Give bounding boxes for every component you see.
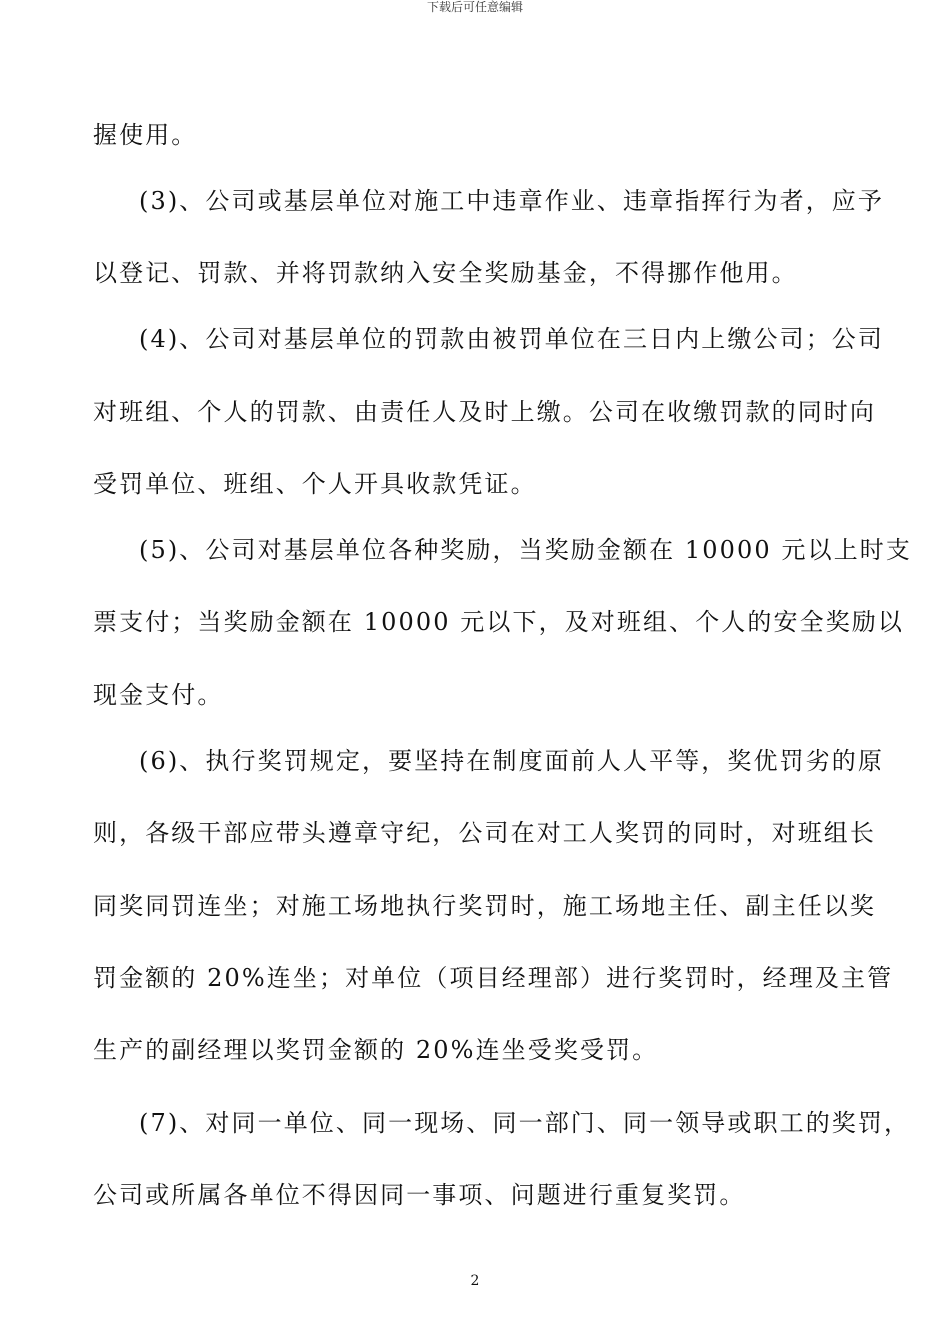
page-header-note: 下载后可任意编辑 — [426, 0, 523, 14]
text-line: 则，各级干部应带头遵章守纪，公司在对工人奖罚的同时，对班组长 — [93, 819, 876, 847]
text-line: (5)、公司对基层单位各种奖励，当奖励金额在 10000 元以上时支 — [139, 536, 912, 564]
text-line: 同奖同罚连坐；对施工场地执行奖罚时，施工场地主任、副主任以奖 — [93, 892, 876, 920]
text-line: 对班组、个人的罚款、由责任人及时上缴。公司在收缴罚款的同时向 — [93, 398, 876, 426]
text-line: (4)、公司对基层单位的罚款由被罚单位在三日内上缴公司；公司 — [139, 325, 884, 353]
text-line: 受罚单位、班组、个人开具收款凭证。 — [93, 470, 537, 498]
text-line: 生产的副经理以奖罚金额的 20%连坐受奖受罚。 — [93, 1036, 659, 1064]
text-line: 罚金额的 20%连坐；对单位（项目经理部）进行奖罚时，经理及主管 — [93, 964, 894, 992]
text-line: 票支付；当奖励金额在 10000 元以下，及对班组、个人的安全奖励以 — [93, 608, 905, 636]
text-line: 现金支付。 — [93, 681, 224, 709]
text-line: 握使用。 — [93, 121, 198, 149]
text-line: (6)、执行奖罚规定，要坚持在制度面前人人平等，奖优罚劣的原 — [139, 747, 884, 775]
text-line: (7)、对同一单位、同一现场、同一部门、同一领导或职工的奖罚， — [139, 1109, 911, 1137]
text-line: (3)、公司或基层单位对施工中违章作业、违章指挥行为者，应予 — [139, 187, 884, 215]
text-line: 公司或所属各单位不得因同一事项、问题进行重复奖罚。 — [93, 1181, 746, 1209]
text-line: 以登记、罚款、并将罚款纳入安全奖励基金，不得挪作他用。 — [93, 259, 798, 287]
page-number: 2 — [470, 1273, 480, 1289]
